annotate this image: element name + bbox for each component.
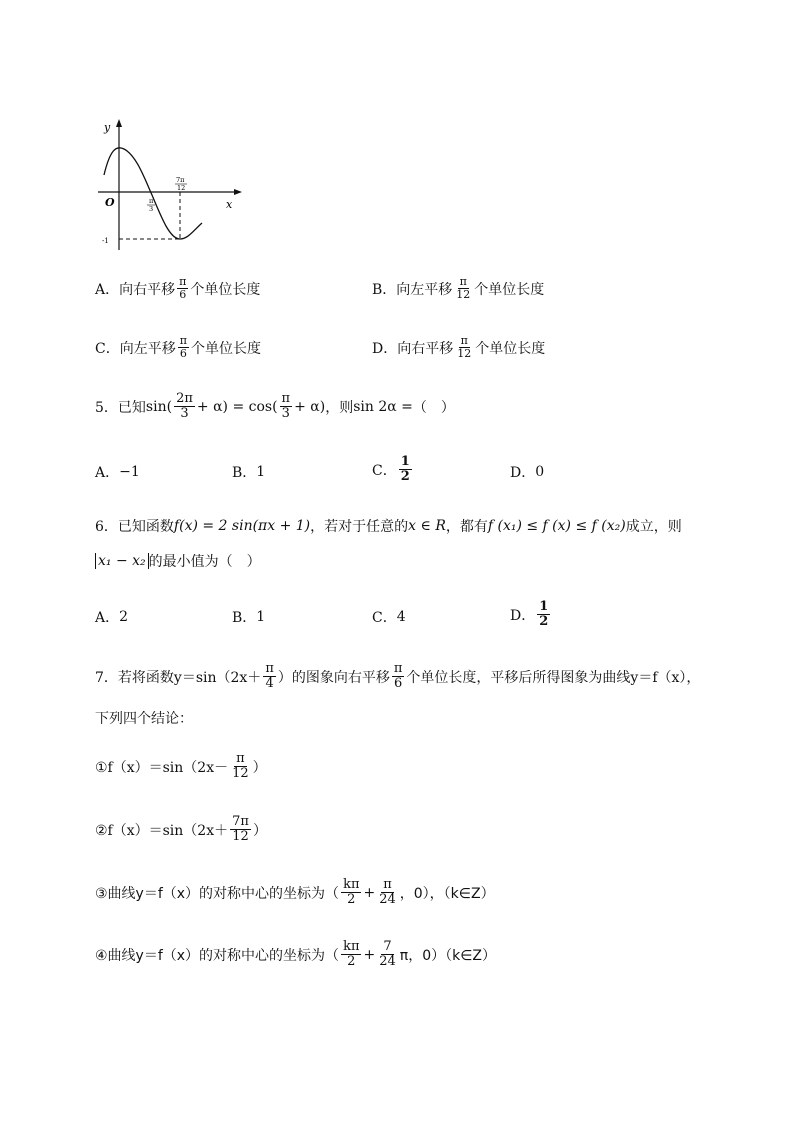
q5-option-c[interactable]: C． $\frac{1}{2}$ — [372, 454, 410, 484]
seven-pi-over-12-den: 12 — [177, 184, 186, 192]
q6-option-d[interactable]: D． $\frac{1}{2}$ — [510, 599, 549, 629]
q6-option-c[interactable]: C． 4 — [372, 609, 406, 626]
q7-conclusion-4: ④曲线y＝f（x）的对称中心的坐标为（ $\frac{k\pi}{2}$ + $\frac{7}{24}$ π，0）（k∈Z） — [95, 939, 496, 969]
q5-option-a[interactable]: A． −1 — [95, 464, 140, 481]
x-label: x — [226, 198, 233, 211]
origin-label: O — [105, 196, 115, 209]
q7-conclusion-2: ②f（x）＝sin（2x＋ $\frac{7\pi}{12}$ ） — [95, 814, 267, 844]
minus-one-label: -1 — [102, 237, 109, 245]
q7-conclusion-1: ①f（x）＝sin（2x－ $\frac{\pi}{12}$ ） — [95, 751, 267, 781]
q4-option-c[interactable]: C． 向左平移 $\frac{\pi}{6}$ 个单位长度 — [95, 334, 261, 360]
q7-stem-line1: 7． 若将函数 y＝sin（2x＋ $\frac{\pi}{4}$ ）的图象向右平移 $\frac{\pi}{6}$ 个单位长度，平移后所得图象为曲线 y＝f（x）， — [95, 661, 701, 691]
q5-option-d[interactable]: D． 0 — [510, 464, 545, 481]
q5-stem: 5． 已知 sin( $\frac{2\pi}{3}$ + α) = cos( $\frac{\pi}{3}$ + α) ，则 sin 2α = （ ） — [95, 391, 455, 421]
x-axis-arrow — [234, 189, 242, 195]
q4-option-b[interactable]: B． 向左平移 $\frac{\pi}{12}$ 个单位长度 — [372, 275, 545, 301]
y-label: y — [104, 121, 111, 134]
pi-over-3-den: 3 — [149, 205, 154, 213]
q4-option-d[interactable]: D． 向右平移 $\frac{\pi}{12}$ 个单位长度 — [372, 334, 546, 360]
q6-option-a[interactable]: A． 2 — [95, 609, 129, 626]
sine-graph — [90, 115, 260, 255]
q7-conclusion-3: ③曲线y＝f（x）的对称中心的坐标为（ $\frac{k\pi}{2}$ + $\frac{\pi}{24}$ ，0），（k∈Z） — [95, 877, 495, 907]
y-axis-arrow — [116, 119, 122, 127]
q6-stem-line1: 6． 已知函数 f(x) = 2 sin(πx + 1) ，若对于任意的 x ∈ R ，都有 f (x₁) ≤ f (x) ≤ f (x₂) 成立，则 — [95, 518, 682, 535]
q4-option-a[interactable]: A． 向右平移 $\frac{\pi}{6}$ 个单位长度 — [95, 275, 261, 301]
q7-stem-line2: 下列四个结论： — [95, 711, 193, 727]
pi-over-3-num: π — [149, 197, 154, 205]
q6-stem-line2: x₁ − x₂ 的最小值为（ ） — [95, 551, 261, 571]
q6-option-b[interactable]: B． 1 — [232, 609, 266, 626]
seven-pi-over-12-num: 7π — [176, 176, 185, 184]
q5-option-b[interactable]: B． 1 — [232, 464, 266, 481]
